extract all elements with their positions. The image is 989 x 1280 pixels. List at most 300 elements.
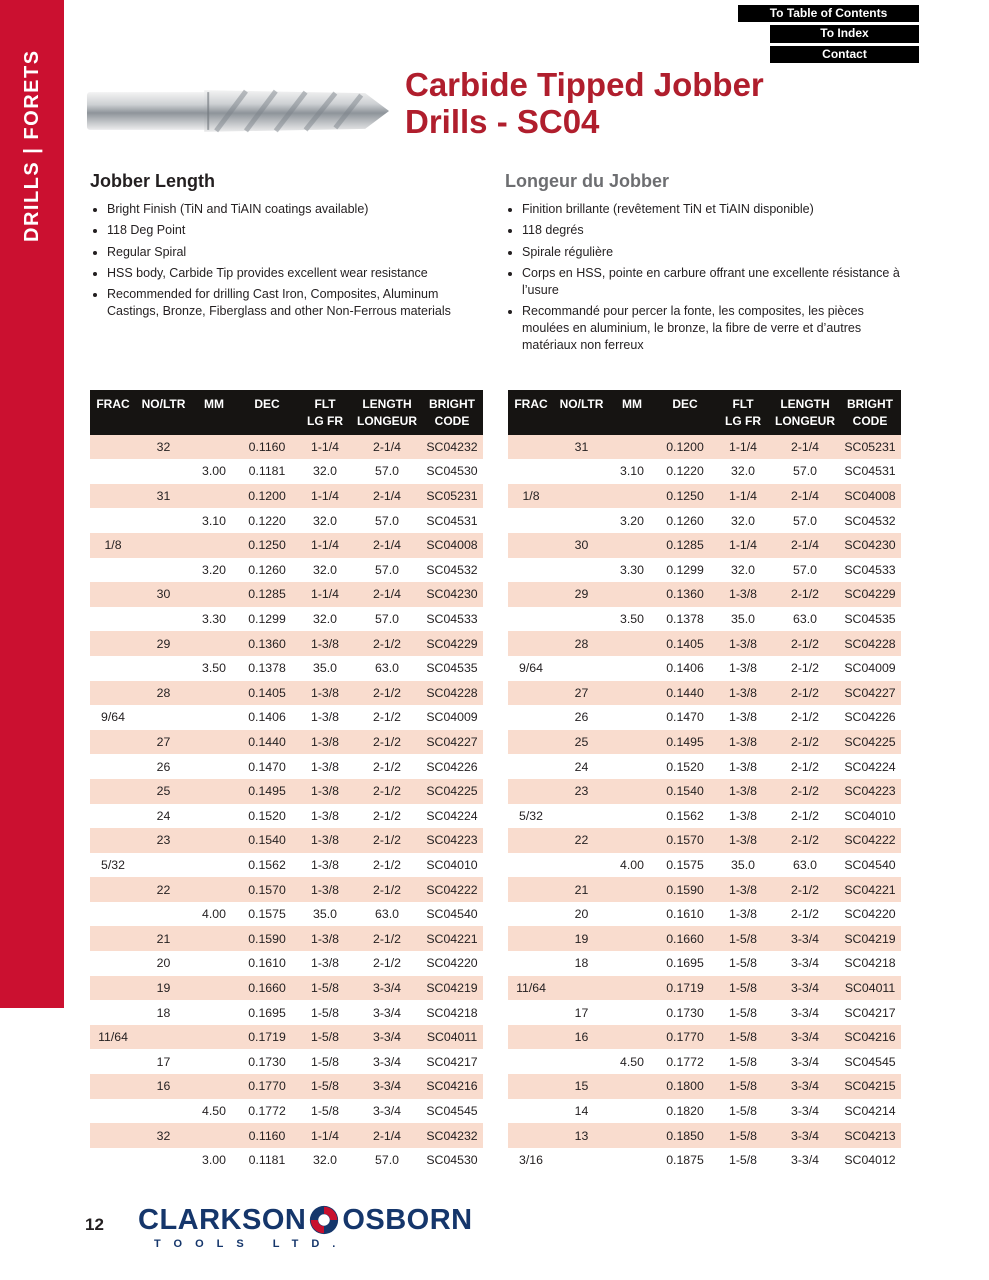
table-cell: 2-1/4 [771,533,839,558]
table-cell: SC04533 [839,558,901,583]
table-cell: 0.1250 [655,484,715,509]
table-row [508,607,901,632]
table-cell: 30 [136,582,191,607]
table-row [90,705,483,730]
table-cell: 3-3/4 [771,1025,839,1050]
features-english [90,172,490,325]
table-cell: 3-3/4 [771,1099,839,1124]
table-cell: SC04545 [421,1099,483,1124]
table-cell: 3.20 [191,558,237,583]
table-cell: 4.00 [609,853,655,878]
table-cell [508,705,554,730]
table-cell: 2-1/2 [771,730,839,755]
table-row [90,804,483,829]
table-cell: 57.0 [771,558,839,583]
table-cell: 0.1520 [655,754,715,779]
table-cell: 0.1540 [655,779,715,804]
table-cell: 32 [136,1123,191,1148]
table-row [508,976,901,1001]
table-cell: 1-5/8 [715,926,771,951]
table-cell: SC04531 [421,508,483,533]
table-cell: 30 [554,533,609,558]
table-cell: SC04218 [839,951,901,976]
table-cell [191,779,237,804]
table-cell [90,1123,136,1148]
nav-link-index[interactable]: To Index [770,25,919,42]
table-row [90,631,483,656]
table-row [90,1148,483,1173]
table-row [90,730,483,755]
table-cell: 5/32 [508,804,554,829]
table-cell: 1-5/8 [297,1000,353,1025]
table-row [90,435,483,460]
table-cell: 14 [554,1099,609,1124]
bullet-item: • Bright Finish (TiN and TiAIN coatings available) [107,201,490,218]
table-row [90,976,483,1001]
table-cell: 1-5/8 [715,1123,771,1148]
table-cell: 63.0 [771,607,839,632]
table-cell: 2-1/2 [771,828,839,853]
table-cell [90,828,136,853]
table-cell: 23 [554,779,609,804]
table-cell [90,681,136,706]
table-cell: SC04535 [421,656,483,681]
table-cell [609,533,655,558]
table-cell: 2-1/2 [353,828,421,853]
table-cell [136,1025,191,1050]
table-cell [609,681,655,706]
features-english-list [90,201,490,320]
table-cell: 0.1200 [237,484,297,509]
table-row [90,459,483,484]
table-cell [609,1123,655,1148]
brand-logo [138,1205,473,1250]
column-header: BRIGHT CODE [421,390,483,435]
table-cell: 1-1/4 [715,533,771,558]
table-row [90,1025,483,1050]
table-cell: SC04540 [839,853,901,878]
table-cell: 0.1575 [655,853,715,878]
table-cell: 2-1/4 [771,435,839,460]
table-cell [609,484,655,509]
table-cell: SC04535 [839,607,901,632]
table-cell: 3-3/4 [771,1049,839,1074]
table-cell: SC04530 [421,1148,483,1173]
table-row [90,656,483,681]
table-cell: 1-1/4 [715,484,771,509]
table-cell [609,705,655,730]
table-cell: 0.1378 [655,607,715,632]
table-row [508,1000,901,1025]
table-cell: 25 [554,730,609,755]
table-cell: 57.0 [353,558,421,583]
table-cell: 1-5/8 [297,1099,353,1124]
table-cell: 2-1/2 [353,754,421,779]
table-cell: 25 [136,779,191,804]
table-cell: 1-3/8 [715,754,771,779]
table-cell: 0.1570 [237,877,297,902]
table-cell: 35.0 [297,902,353,927]
table-cell: 0.1440 [655,681,715,706]
table-cell [191,631,237,656]
table-row [508,508,901,533]
table-cell [609,435,655,460]
table-cell: SC04531 [839,459,901,484]
table-cell [191,705,237,730]
table-cell: 1-3/8 [297,730,353,755]
table-cell [609,1000,655,1025]
table-cell: 3.50 [191,656,237,681]
table-cell: 2-1/2 [771,681,839,706]
table-cell: 17 [136,1049,191,1074]
table-row [508,1099,901,1124]
features-french [505,172,910,358]
table-cell: 1-5/8 [297,1074,353,1099]
table-cell: 0.1590 [655,877,715,902]
table-cell [508,902,554,927]
nav-link-contact[interactable]: Contact [770,46,919,63]
table-cell: 63.0 [353,656,421,681]
table-cell: 32.0 [715,459,771,484]
table-cell [136,459,191,484]
bullet-item: • Recommandé pour percer la fonte, les composites, les pièces moulées en aluminium, le bronze, la fibre de verre et d’autres matériaux non ferreux [522,303,910,354]
table-cell: 28 [136,681,191,706]
table-cell [508,779,554,804]
table-cell: 57.0 [771,459,839,484]
table-row [508,1074,901,1099]
table-cell: 2-1/2 [353,804,421,829]
table-row [508,533,901,558]
table-cell: 1-5/8 [297,976,353,1001]
sidebar-label: DRILLS | FORETS [21,49,43,242]
table-cell: 13 [554,1123,609,1148]
table-row [508,582,901,607]
table-row [508,853,901,878]
table-cell [90,631,136,656]
table-cell: 0.1299 [655,558,715,583]
table-cell: SC04532 [839,508,901,533]
table-cell: 57.0 [353,459,421,484]
table-cell: 0.1575 [237,902,297,927]
table-cell: 63.0 [353,902,421,927]
table-row [508,656,901,681]
table-cell: 0.1200 [655,435,715,460]
table-cell: 3-3/4 [353,1000,421,1025]
table-cell: 28 [554,631,609,656]
table-cell: 29 [554,582,609,607]
table-cell: SC04230 [421,582,483,607]
table-cell: 3-3/4 [771,1000,839,1025]
table-cell: 2-1/4 [353,435,421,460]
table-cell: 2-1/2 [353,730,421,755]
table-cell: 0.1660 [237,976,297,1001]
table-cell [136,558,191,583]
page-title [405,66,764,141]
table-cell: SC04221 [421,926,483,951]
table-cell: 0.1360 [237,631,297,656]
table-cell [136,1099,191,1124]
features-english-heading: Jobber Length [90,171,215,191]
table-cell [191,681,237,706]
table-cell: 3-3/4 [771,926,839,951]
table-cell: SC04219 [421,976,483,1001]
column-header: FLT LG FR [715,390,771,435]
table-cell [554,1148,609,1173]
table-cell: 2-1/4 [353,484,421,509]
table-cell: 0.1406 [237,705,297,730]
table-row [508,902,901,927]
table-cell: SC04218 [421,1000,483,1025]
table-cell [508,607,554,632]
table-cell [191,582,237,607]
table-cell [90,607,136,632]
table-cell: 16 [136,1074,191,1099]
table-cell: SC04532 [421,558,483,583]
table-cell: 2-1/4 [771,484,839,509]
table-row [90,1049,483,1074]
table-cell: 1-5/8 [297,1049,353,1074]
column-header: FLT LG FR [297,390,353,435]
table-cell [609,1074,655,1099]
table-cell: SC04228 [839,631,901,656]
table-cell: SC04540 [421,902,483,927]
table-cell [609,779,655,804]
table-cell: SC04230 [839,533,901,558]
table-cell [609,976,655,1001]
nav-link-table-of-contents[interactable]: To Table of Contents [738,5,919,22]
table-cell: SC04545 [839,1049,901,1074]
table-row [90,877,483,902]
table-cell: SC04008 [421,533,483,558]
table-cell: SC04216 [839,1025,901,1050]
table-cell [508,1123,554,1148]
table-row [90,484,483,509]
table-cell [609,1025,655,1050]
table-cell [136,656,191,681]
table-cell [508,1000,554,1025]
table-cell [508,951,554,976]
table-cell [90,1148,136,1173]
table-cell: 3-3/4 [353,1099,421,1124]
table-cell: 32.0 [297,558,353,583]
table-row [90,1000,483,1025]
table-cell: 0.1160 [237,435,297,460]
table-cell: 3.20 [609,508,655,533]
table-cell: 2-1/2 [353,926,421,951]
table-cell [609,877,655,902]
table-cell [90,435,136,460]
table-cell: 1-5/8 [297,1025,353,1050]
table-cell [554,558,609,583]
table-cell: 0.1820 [655,1099,715,1124]
table-cell: 1-3/8 [297,951,353,976]
table-cell: SC04232 [421,435,483,460]
table-cell [508,508,554,533]
table-cell: 1-5/8 [715,1049,771,1074]
table-row [508,730,901,755]
table-cell: 3-3/4 [353,1074,421,1099]
table-cell: 35.0 [297,656,353,681]
table-cell: 3/16 [508,1148,554,1173]
table-row [508,1025,901,1050]
table-cell: 0.1730 [655,1000,715,1025]
table-cell: 0.1181 [237,459,297,484]
table-cell [90,779,136,804]
table-row [90,902,483,927]
table-cell [508,435,554,460]
table-cell: SC04011 [839,976,901,1001]
table-row [90,951,483,976]
table-cell: 2-1/2 [353,779,421,804]
table-row [508,1049,901,1074]
table-cell: 0.1250 [237,533,297,558]
table-cell [554,976,609,1001]
table-cell [508,853,554,878]
brand-word-clarkson: CLARKSON [138,1203,307,1236]
table-cell: 0.1770 [655,1025,715,1050]
table-row [90,1123,483,1148]
table-cell: 4.50 [609,1049,655,1074]
sidebar-tab [0,0,64,1008]
table-cell: SC04216 [421,1074,483,1099]
table-cell [508,877,554,902]
table-cell: 1-5/8 [715,1148,771,1173]
table-cell: 1-1/4 [297,533,353,558]
table-cell [191,1049,237,1074]
table-cell: 0.1719 [237,1025,297,1050]
table-cell: 1-1/4 [297,1123,353,1148]
nav-links [738,5,919,63]
table-cell: 1-5/8 [715,976,771,1001]
table-cell: 5/32 [90,853,136,878]
table-cell: 0.1610 [655,902,715,927]
table-cell: SC04225 [421,779,483,804]
table-cell [609,926,655,951]
table-cell: 0.1875 [655,1148,715,1173]
table-cell: 1-3/8 [297,681,353,706]
table-cell [90,1074,136,1099]
table-cell: 20 [554,902,609,927]
table-cell: 18 [136,1000,191,1025]
table-cell: 2-1/4 [353,582,421,607]
table-cell: 3.30 [609,558,655,583]
table-cell [191,853,237,878]
table-cell: 0.1181 [237,1148,297,1173]
table-cell: 0.1220 [237,508,297,533]
table-cell [554,459,609,484]
table-cell: 2-1/2 [771,877,839,902]
table-row [90,508,483,533]
bullet-item: • Recommended for drilling Cast Iron, Composites, Aluminum Castings, Bronze, Fiberglass and other Non-Ferrous materials [107,286,490,320]
table-cell [191,1000,237,1025]
column-header: LENGTH LONGEUR [771,390,839,435]
table-cell: 0.1405 [655,631,715,656]
table-cell [191,877,237,902]
footer-page-number: 12 [85,1215,104,1234]
table-cell: 0.1590 [237,926,297,951]
table-cell [554,656,609,681]
table-row [508,877,901,902]
table-cell [90,558,136,583]
table-cell: 1-3/8 [297,877,353,902]
table-cell: 3.00 [191,1148,237,1173]
table-cell: 0.1285 [237,582,297,607]
table-cell: 2-1/2 [353,681,421,706]
table-cell: 32.0 [297,508,353,533]
table-row [90,853,483,878]
table-cell: SC04214 [839,1099,901,1124]
table-cell: 4.00 [191,902,237,927]
table-cell [90,656,136,681]
table-cell [191,976,237,1001]
table-cell: 4.50 [191,1099,237,1124]
table-cell: 0.1260 [237,558,297,583]
table-cell [90,1049,136,1074]
table-cell [191,828,237,853]
table-cell: 2-1/2 [353,853,421,878]
table-cell [191,804,237,829]
table-cell: SC04012 [839,1148,901,1173]
table-row [90,1074,483,1099]
table-cell: 29 [136,631,191,656]
table-cell: 23 [136,828,191,853]
table-row [508,705,901,730]
drill-table-right [508,390,901,1172]
table-cell: 0.1610 [237,951,297,976]
table-cell: 1-3/8 [297,779,353,804]
table-cell: SC05231 [839,435,901,460]
column-header: FRAC [90,390,136,435]
table-cell: 0.1360 [655,582,715,607]
table-cell [191,1025,237,1050]
table-cell: SC04229 [839,582,901,607]
table-cell: 1-1/4 [715,435,771,460]
table-cell: SC04009 [421,705,483,730]
table-cell [90,508,136,533]
bullet-item: • 118 Deg Point [107,222,490,239]
table-row [90,926,483,951]
table-cell: 0.1405 [237,681,297,706]
table-cell: 1-3/8 [715,779,771,804]
table-cell: SC04010 [839,804,901,829]
table-cell [609,582,655,607]
table-cell: 1-1/4 [297,484,353,509]
table-cell: 2-1/2 [771,582,839,607]
table-cell: 32.0 [715,558,771,583]
table-cell [90,1099,136,1124]
table-cell: 3-3/4 [771,976,839,1001]
table-row [508,754,901,779]
column-header: FRAC [508,390,554,435]
table-row [90,1099,483,1124]
table-cell: 1-1/4 [297,435,353,460]
table-cell: 31 [554,435,609,460]
table-cell: 19 [136,976,191,1001]
table-cell [609,730,655,755]
table-cell [508,1025,554,1050]
table-cell [90,582,136,607]
table-cell: 0.1378 [237,656,297,681]
table-cell: 32.0 [297,607,353,632]
table-row [90,607,483,632]
table-cell [508,730,554,755]
bullet-item: • Regular Spiral [107,244,490,261]
bullet-item: • 118 degrés [522,222,910,239]
table-cell: 2-1/2 [771,902,839,927]
table-cell: 0.1770 [237,1074,297,1099]
table-cell [508,681,554,706]
table-cell: SC04227 [421,730,483,755]
